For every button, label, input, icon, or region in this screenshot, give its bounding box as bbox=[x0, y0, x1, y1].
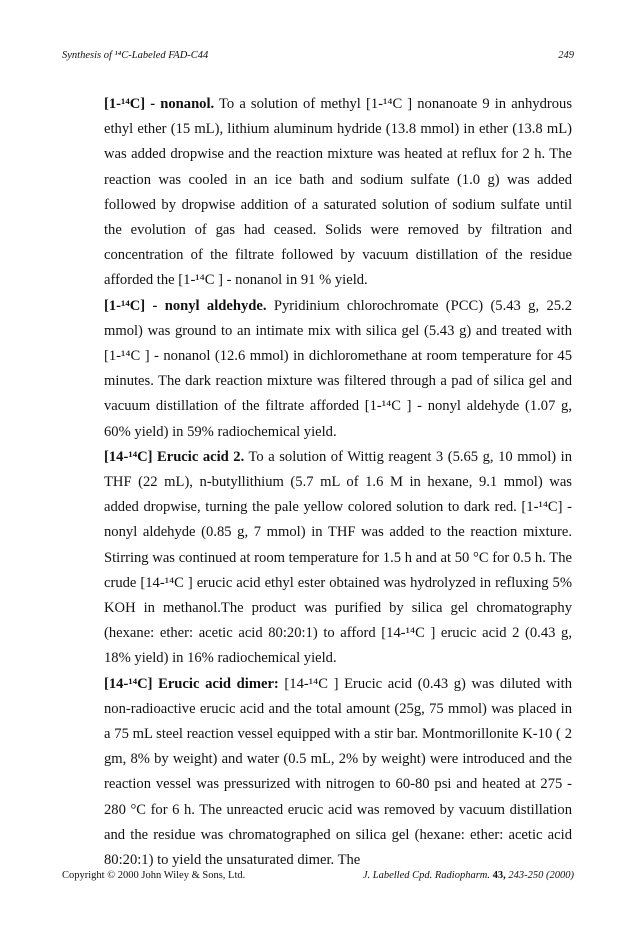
journal-pages-year: 243-250 (2000) bbox=[508, 870, 574, 881]
body-text bbox=[104, 92, 572, 873]
paragraph-text: [14-¹⁴C ] Erucic acid (0.43 g) was diluted with non-radioactive erucic acid and the total amount (25g, 75 mmol) was placed in a 75 mL steel reaction vessel equipped with a stir bar. Montmorillonite K-10 ( 2 gm, 8% by weight) and water (0.5 mL, 2% by weight) were introduced and the reaction vessel was pressurized with nitrogen to 60-80 psi and heated at 275 - 280 °C for 6 h. The unreacted erucic acid was removed by vacuum distillation and the residue was chromatographed on silica gel (hexane: ether: acetic acid 80:20:1) to yield the unsaturated dimer. The bbox=[104, 675, 572, 869]
paragraph-heading: [14-¹⁴C] Erucic acid 2. bbox=[104, 448, 245, 465]
paragraph-nonanol bbox=[104, 92, 572, 294]
paragraph-heading: [14-¹⁴C] Erucic acid dimer: bbox=[104, 675, 279, 692]
paragraph-nonyl-aldehyde bbox=[104, 294, 572, 445]
paragraph-heading: [1-¹⁴C] - nonyl aldehyde. bbox=[104, 297, 267, 314]
journal-citation bbox=[363, 870, 574, 881]
copyright-notice: Copyright © 2000 John Wiley & Sons, Ltd. bbox=[62, 870, 246, 881]
journal-volume: 43, bbox=[492, 870, 506, 881]
page-number: 249 bbox=[558, 50, 574, 61]
paragraph-text: To a solution of methyl [1-¹⁴C ] nonanoate 9 in anhydrous ethyl ether (15 mL), lithium aluminum hydride (13.8 mmol) in ether (13.8 mL) was added dropwise and the reaction mixture was heated at reflux for 2 h. The reaction was cooled in an ice bath and sodium sulfate (1.0 g) was added followed by dropwise addition of a saturated solution of sodium sulfate until the evolution of gas had ceased. Solids were removed by filtration and concentration of the filtrate followed by vacuum distillation of the residue afforded the [1-¹⁴C ] - nonanol in 91 % yield. bbox=[104, 96, 572, 289]
paragraph-text: To a solution of Wittig reagent 3 (5.65 g, 10 mmol) in THF (22 mL), n-butyllithium (5.7 mL of 1.6 M in hexane, 9.1 mmol) was added dropwise, turning the pale yellow colored solution to dark red. [1-¹⁴C] - nonyl aldehyde (0.85 g, 7 mmol) in THF was added to the reaction mixture. Stirring was continued at room temperature for 1.5 h and at 50 °C for 0.5 h. The crude [14-¹⁴C ] erucic acid ethyl ester obtained was hydrolyzed in refluxing 5% KOH in methanol.The product was purified by silica gel chromatography (hexane: ether: acetic acid 80:20:1) to afford [14-¹⁴C ] erucic acid 2 (0.43 g, 18% yield) in 16% radiochemical yield. bbox=[104, 448, 572, 667]
journal-name: J. Labelled Cpd. Radiopharm. bbox=[362, 870, 490, 881]
running-head-title: Synthesis of ¹⁴C-Labeled FAD-C44 bbox=[62, 50, 209, 61]
paragraph-erucic-acid bbox=[104, 445, 572, 672]
paragraph-erucic-acid-dimer bbox=[104, 672, 572, 874]
running-head bbox=[62, 50, 574, 66]
paragraph-heading: [1-¹⁴C] - nonanol. bbox=[104, 96, 215, 112]
page-footer bbox=[62, 870, 574, 886]
paragraph-text: Pyridinium chlorochromate (PCC) (5.43 g, 25.2 mmol) was ground to an intimate mix with silica gel (5.43 g) and treated with [1-¹⁴C ] - nonanol (12.6 mmol) in dichloromethane at room temperature for 45 minutes. The dark reaction mixture was filtered through a pad of silica gel and vacuum distillation of the filtrate afforded [1-¹⁴C ] - nonyl aldehyde (1.07 g, 60% yield) in 59% radiochemical yield. bbox=[104, 297, 572, 440]
